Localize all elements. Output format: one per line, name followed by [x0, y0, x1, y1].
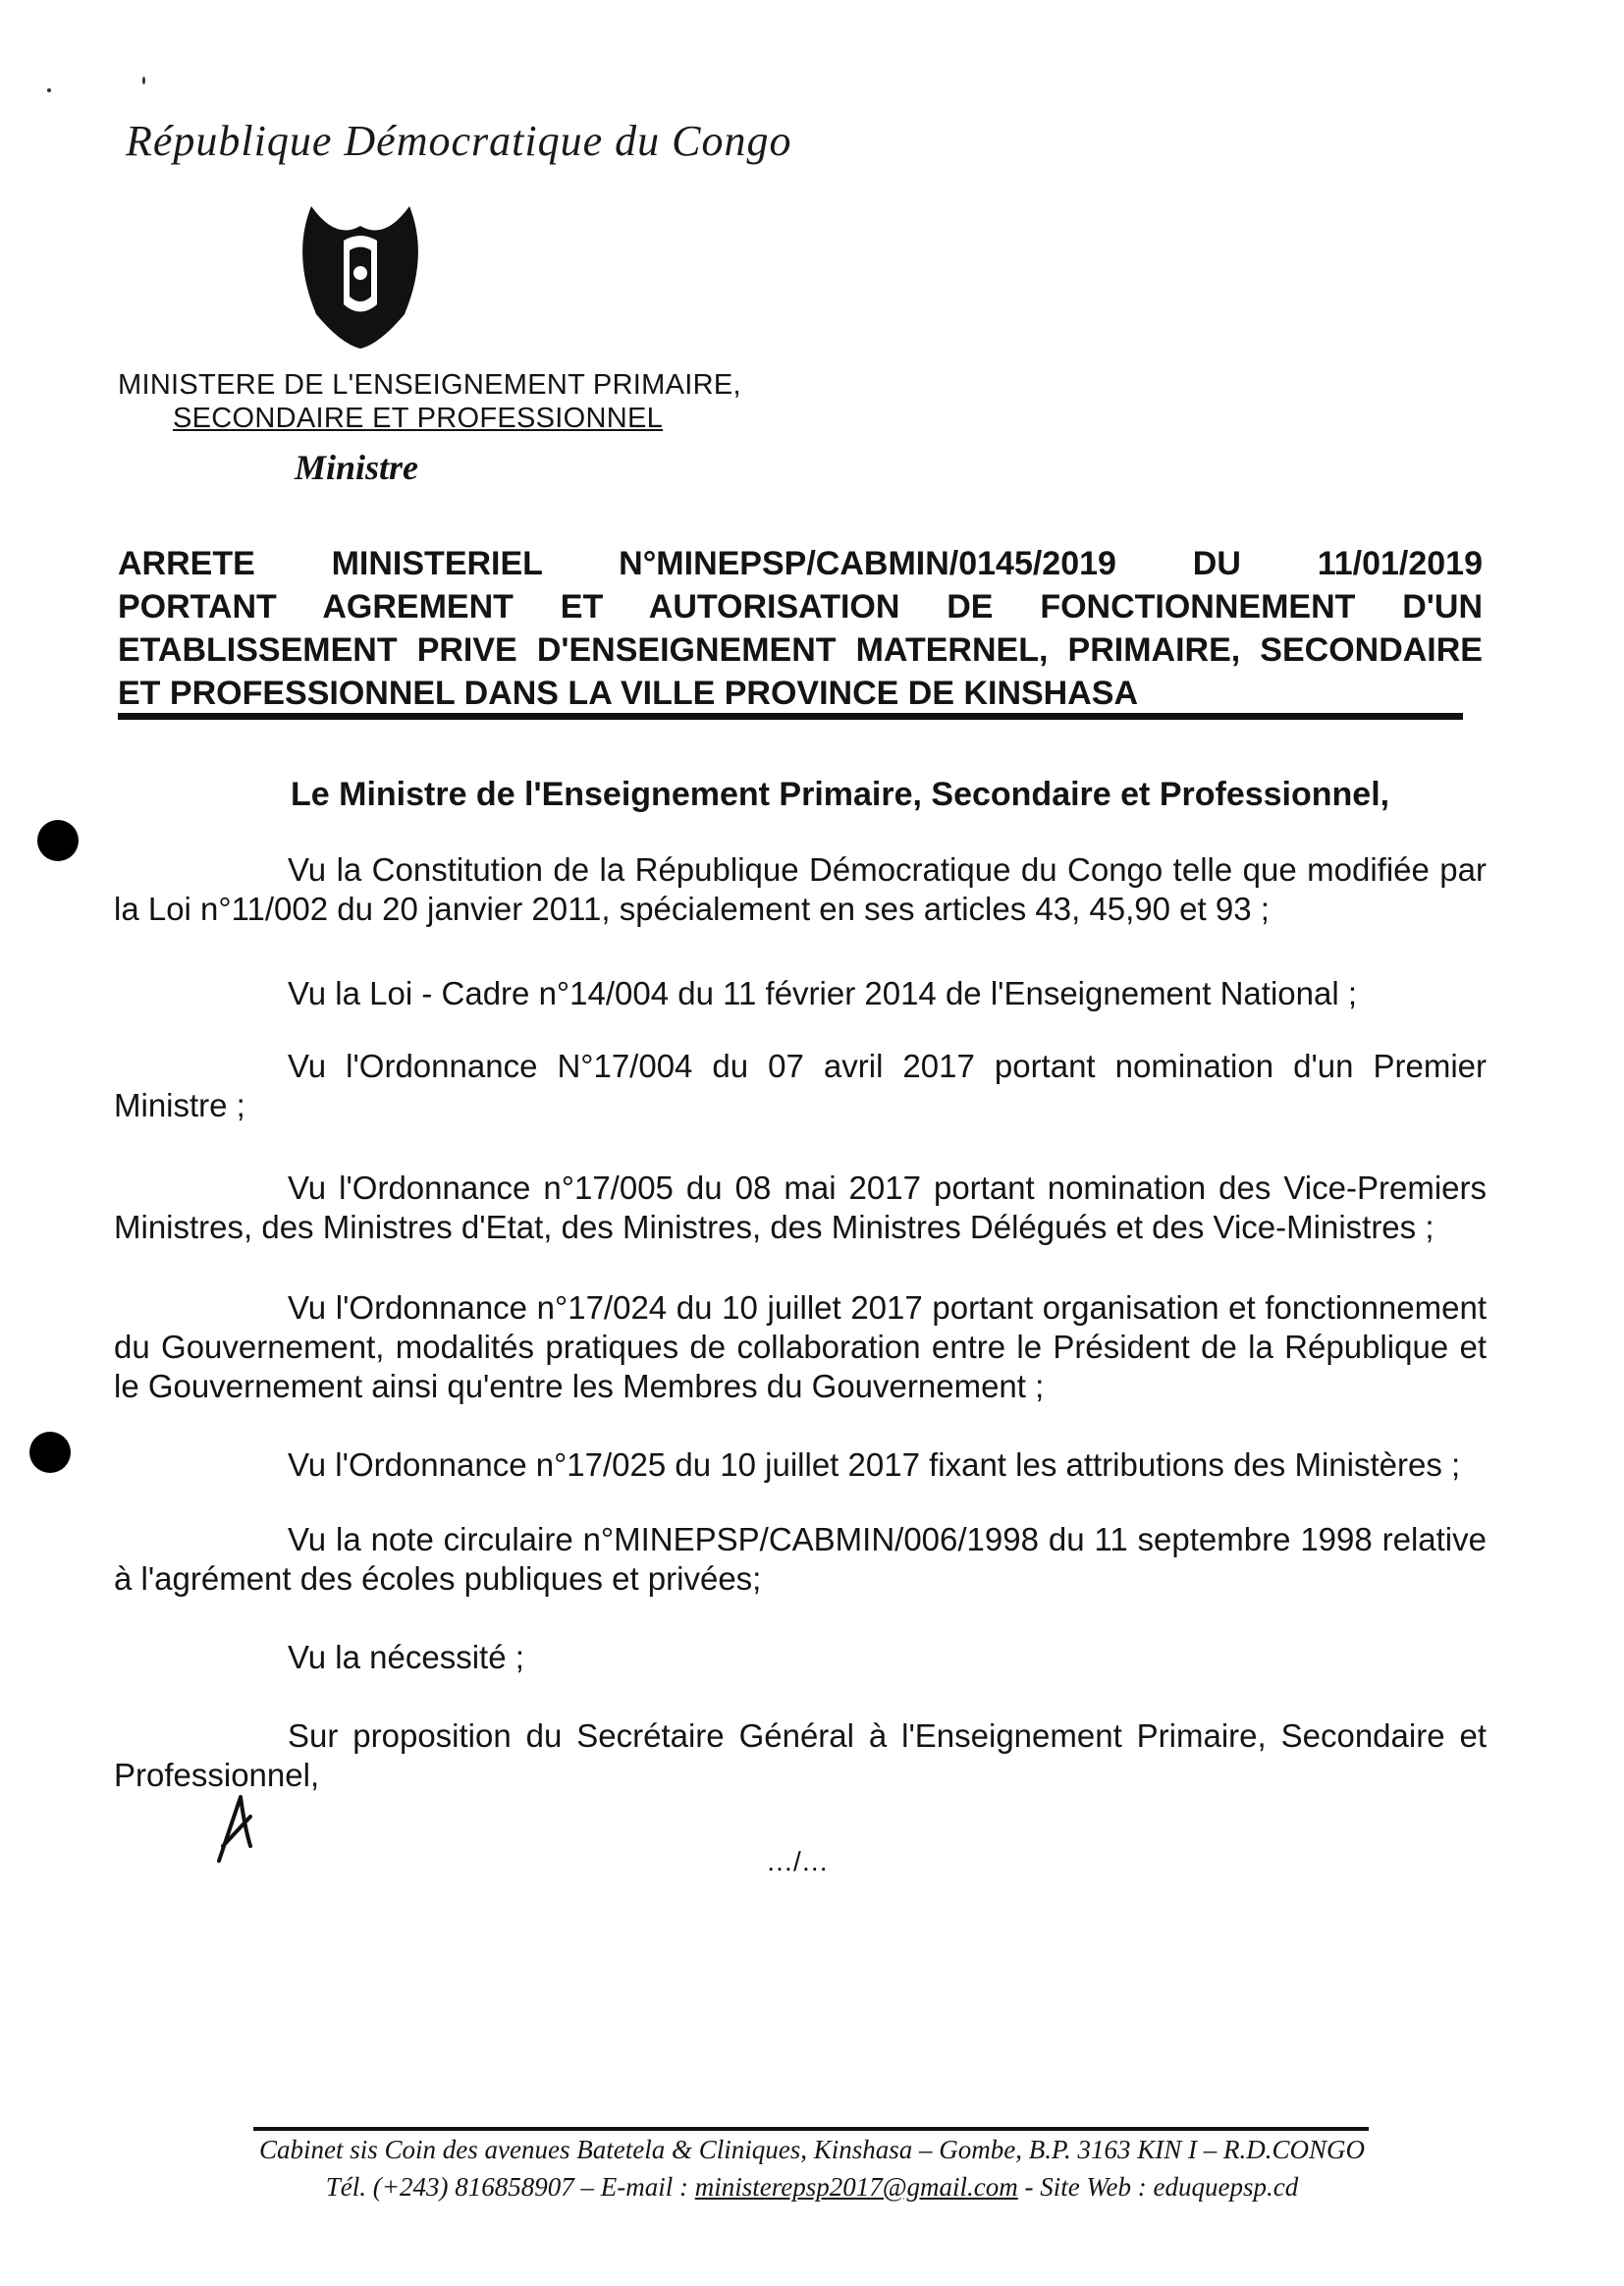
- page-continuation: …/…: [766, 1846, 829, 1877]
- considerant-paragraph: Vu l'Ordonnance N°17/004 du 07 avril 2017 portant nomination d'un Premier Ministre ;: [114, 1048, 1487, 1123]
- footer-phone: Tél. (+243) 816858907 – E-mail :: [325, 2172, 695, 2202]
- considerant-paragraph: Sur proposition du Secrétaire Général à l'Enseignement Primaire, Secondaire et Professionnel,: [114, 1717, 1487, 1793]
- ministry-name-line2: SECONDAIRE ET PROFESSIONNEL: [173, 403, 664, 434]
- punch-hole: [37, 820, 79, 861]
- title-underline: [118, 713, 1463, 720]
- footer-website: - Site Web : eduquepsp.cd: [1017, 2172, 1299, 2202]
- considerant-paragraph: Vu la note circulaire n°MINEPSP/CABMIN/006/1998 du 11 septembre 1998 relative à l'agrément des écoles publiques et privées;: [114, 1521, 1487, 1597]
- decree-title: [118, 542, 1483, 715]
- decree-title-line: ET PROFESSIONNEL DANS LA VILLE PROVINCE DE KINSHASA: [118, 675, 1139, 712]
- considerant-paragraph: Vu l'Ordonnance n°17/025 du 10 juillet 2017 fixant les attributions des Ministères ;: [288, 1446, 1461, 1483]
- ministry-name-line1: MINISTERE DE L'ENSEIGNEMENT PRIMAIRE,: [118, 369, 741, 401]
- scan-speck: [47, 88, 51, 92]
- decree-title-line: PORTANT AGREMENT ET AUTORISATION DE FONCTIONNEMENT D'UN: [118, 588, 1483, 626]
- considerant-paragraph: Vu la Loi - Cadre n°14/004 du 11 février 2014 de l'Enseignement National ;: [288, 975, 1358, 1011]
- footer-contact: [196, 2172, 1428, 2203]
- considerant-paragraph: Vu l'Ordonnance n°17/005 du 08 mai 2017 portant nomination des Vice-Premiers Ministres, des Ministres d'Etat, des Ministres, des Ministres Délégués et des Vice-Ministres ;: [114, 1170, 1487, 1245]
- handwritten-initial: [211, 1787, 270, 1866]
- republic-heading: République Démocratique du Congo: [126, 117, 792, 165]
- considerant-paragraph: Vu l'Ordonnance n°17/024 du 10 juillet 2017 portant organisation et fonctionnement du Gouvernement, modalités pratiques de collaboration entre le Président de la République et le Gouvernement ainsi qu'entre les Membres du Gouvernement ;: [114, 1289, 1487, 1404]
- footer-email-link[interactable]: ministerepsp2017@gmail.com: [694, 2172, 1018, 2202]
- decree-title-line: ETABLISSEMENT PRIVE D'ENSEIGNEMENT MATERNEL, PRIMAIRE, SECONDAIRE: [118, 631, 1483, 669]
- scan-speck: [142, 77, 145, 84]
- footer-rule: [253, 2127, 1369, 2131]
- coat-of-arms-emblem: [287, 187, 434, 354]
- footer-address: Cabinet sis Coin des avenues Batetela & Cliniques, Kinshasa – Gombe, B.P. 3163 KIN I – R.D.CONGO: [259, 2135, 1365, 2164]
- considerant-paragraph: Vu la Constitution de la République Démocratique du Congo telle que modifiée par la Loi n°11/002 du 20 janvier 2011, spécialement en ses articles 43, 45,90 et 93 ;: [114, 851, 1487, 927]
- minister-intro: Le Ministre de l'Enseignement Primaire, Secondaire et Professionnel,: [291, 776, 1390, 813]
- decree-title-line: ARRETE MINISTERIEL N°MINEPSP/CABMIN/0145/2019 DU 11/01/2019: [118, 545, 1483, 582]
- considerant-paragraph: Vu la nécessité ;: [288, 1639, 524, 1675]
- ministre-label: Ministre: [295, 448, 419, 487]
- punch-hole: [29, 1432, 71, 1473]
